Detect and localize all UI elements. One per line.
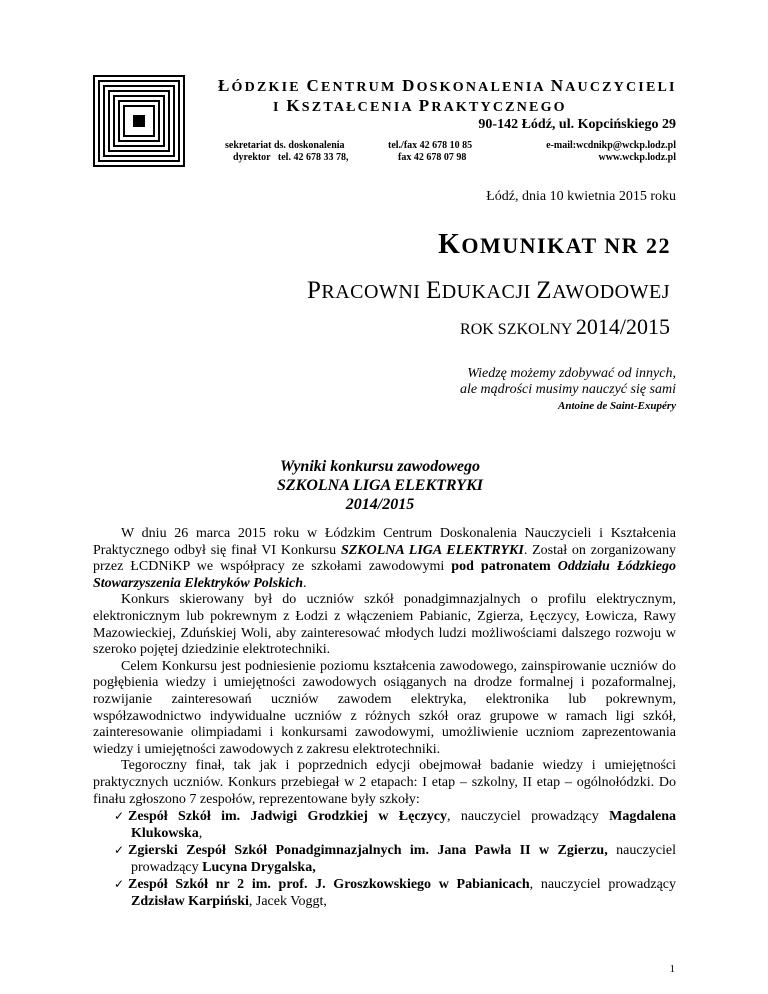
paragraph-4: Tegoroczny finał, tak jak i poprzednich edycji obejmował badanie wiedzy i umiejętności praktycznych uczniów. Konkurs przebiegał w 2 etapach: I etap – szkolny, II etap – ogólnołódzki. Do finału zgłoszono 7 zespołów, reprezentowane były szkoły:: [93, 758, 676, 807]
contact-www: www.wckp.lodz.pl: [598, 152, 676, 163]
org-name-line2: I KSZTAŁCENIA PRAKTYCZNEGO: [273, 96, 567, 115]
org-address: 90-142 Łódź, ul. Kopcińskiego 29: [478, 117, 676, 132]
contact-right: [546, 140, 676, 164]
heading-school-year: ROK SZKOLNY 2014/2015: [460, 314, 670, 339]
checkmark-icon: ✓: [114, 877, 125, 892]
list-item: ✓ Zgierski Zespół Szkół Ponadgimnazjalnych im. Jana Pawła II w Zgierzu, nauczyciel prowadzący Lucyna Drygalska,: [114, 843, 676, 875]
paragraph-2: Konkurs skierowany był do uczniów szkół ponadgimnazjalnych o profilu elektrycznym, elektronicznym lub pokrewnym z Łodzi z włączeniem Pabianic, Zgierza, Łęczycy, Łowicza, Rawy Mazowieckiej, Zduńskiej Woli, aby zainteresować młodych ludzi możliwościami dalszego rozwoju w szeroko pojętej dziedzinie elektrotechniki.: [93, 592, 676, 658]
date-line: Łódź, dnia 10 kwietnia 2015 roku: [486, 189, 676, 204]
lcdnikp-logo: [93, 75, 185, 167]
epigraph-quote: Wiedzę możemy zdobywać od innych, ale mądrości musimy nauczyć się sami: [459, 366, 676, 397]
document-title: Wyniki konkursu zawodowego SZKOLNA LIGA ELEKTRYKI 2014/2015: [277, 458, 483, 513]
contact-director: dyrektor tel. 42 678 33 78,: [233, 152, 349, 163]
page-number: 1: [669, 963, 675, 975]
org-name-line1: ŁÓDZKIE CENTRUM DOSKONALENIA NAUCZYCIELI: [218, 76, 677, 95]
contact-fax: fax 42 678 07 98: [398, 152, 467, 163]
schools-list: [93, 808, 676, 911]
epigraph-author: Antoine de Saint-Exupéry: [558, 400, 676, 412]
paragraph-3: Celem Konkursu jest podniesienie poziomu kształcenia zawodowego, zainspirowanie uczniów do pogłębienia wiedzy i umiejętności zawodowych osiąganych na drodze formalnej i pozaformalnej, rozwijanie zainteresowań uczniów zawodem elektryka, elektronika lub pokrewnym, współzawodnictwo indywidualne uczniów z różnych szkół oraz grupowe w ramach ligi szkół, zainteresowanie olimpiadami i konkursami zawodowymi, umożliwienie uczniom zaprezentowania wiedzy i umiejętności zawodowych z zakresu elektrotechniki.: [93, 658, 676, 757]
contact-secretariat: sekretariat ds. doskonalenia: [225, 140, 345, 151]
contact-mid: [388, 140, 472, 164]
contact-tel-fax: tel./fax 42 678 10 85: [388, 140, 473, 151]
heading-komunikat: KOMUNIKAT NR 22: [438, 229, 671, 260]
contact-left: [225, 140, 348, 164]
contact-email: e-mail:wcdnikp@wckp.lodz.pl: [546, 140, 676, 151]
checkmark-icon: ✓: [114, 843, 125, 858]
checkmark-icon: ✓: [114, 809, 125, 824]
list-item: ✓ Zespół Szkół im. Jadwigi Grodzkiej w Łęczycy, nauczyciel prowadzący Magdalena Klukowska,: [114, 809, 676, 841]
document-body: [93, 526, 676, 911]
list-item: ✓ Zespół Szkół nr 2 im. prof. J. Groszkowskiego w Pabianicach, nauczyciel prowadzący Zdzisław Karpiński, Jacek Voggt,: [114, 877, 676, 910]
paragraph-1: W dniu 26 marca 2015 roku w Łódzkim Centrum Doskonalenia Nauczycieli i Kształcenia Praktycznego odbył się finał VI Konkursu SZKOLNA LIGA ELEKTRYKI. Został on zorganizowany przez ŁCDNiKP we współpracy ze szkołami zawodowymi pod patronatem Oddziału Łódzkiego Stowarzyszenia Elektryków Polskich.: [93, 526, 677, 591]
heading-pracowni: PRACOWNI EDUKACJI ZAWODOWEJ: [306, 277, 670, 304]
